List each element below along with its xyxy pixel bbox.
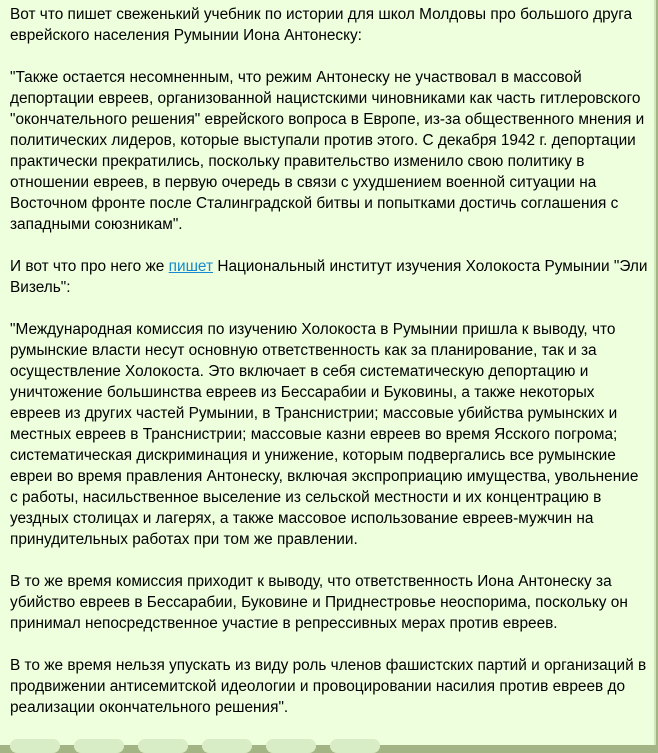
message-paragraph-fascist-parties: В то же время нельзя упускать из виду роль членов фашистских партий и организаций в продвижении антисемитской идеологии и провоцировании насилия против евреев до реализации окончательного решения". bbox=[10, 657, 647, 716]
source-link[interactable]: пишет bbox=[168, 258, 214, 275]
reaction-chip[interactable] bbox=[330, 739, 380, 753]
message-paragraph-institute-intro bbox=[10, 256, 648, 298]
message-text: И вот что про него же bbox=[10, 258, 169, 275]
message-paragraph-commission-quote: "Международная комиссия по изучению Холокоста в Румынии пришла к выводу, что румынские власти несут основную ответственность как за планирование, так и за осуществление Холокоста. Это включает в себя систематическую депортацию и уничтожение большинства евреев из Бессарабии и Буковины, а также некоторых евреев из других частей Румынии, в Транснистрии; массовые убийства румынских и местных евреев в Транснистрии; массовые казни евреев во время Ясского погрома; систематическая дискриминация и унижение, которым подвергались все румынские евреи во время правления Антонеску, включая экспроприацию имущества, увольнение с работы, насильственное выселение из сельской местности и их концентрацию в уездных столицах и лагерях, а также массовое использование евреев-мужчин на принудительных работах при том же правлении. bbox=[10, 321, 639, 548]
reaction-chip[interactable] bbox=[74, 739, 124, 753]
reaction-chip[interactable] bbox=[266, 739, 316, 753]
reaction-chip[interactable] bbox=[138, 739, 188, 753]
message-paragraph-intro: Вот что пишет свеженький учебник по истории для школ Молдовы про большого друга еврейского населения Румынии Иона Антонеску: bbox=[10, 6, 633, 44]
message-text: Национальный институт изучения Холокоста Румынии "Эли Визель": bbox=[10, 258, 648, 296]
reactions-row bbox=[10, 739, 380, 751]
reaction-chip[interactable] bbox=[10, 739, 60, 753]
reaction-chip[interactable] bbox=[202, 739, 252, 753]
message-paragraph-commission-conclusion: В то же время комиссия приходит к выводу, что ответственность Иона Антонеску за убийство евреев в Бессарабии, Буковине и Приднестровье неоспорима, поскольку он принимал непосредственное участие в репрессивных мерах против евреев. bbox=[10, 573, 628, 632]
message-paragraph-textbook-quote: "Также остается несомненным, что режим Антонеску не участвовал в массовой депортации евреев, организованной нацистскими чиновниками как часть гитлеровского "окончательного решения" еврейского вопроса в Европе, из-за общественного мнения и политических лидеров, которые выступали против этого. С декабря 1942 г. депортации практически прекратились, поскольку правительство изменило свою политику в отношении евреев, в первую очередь в связи с ухудшением военной ситуации на Восточном фронте после Сталинградской битвы и попытками достичь соглашения с западными союзникам". bbox=[10, 69, 645, 233]
